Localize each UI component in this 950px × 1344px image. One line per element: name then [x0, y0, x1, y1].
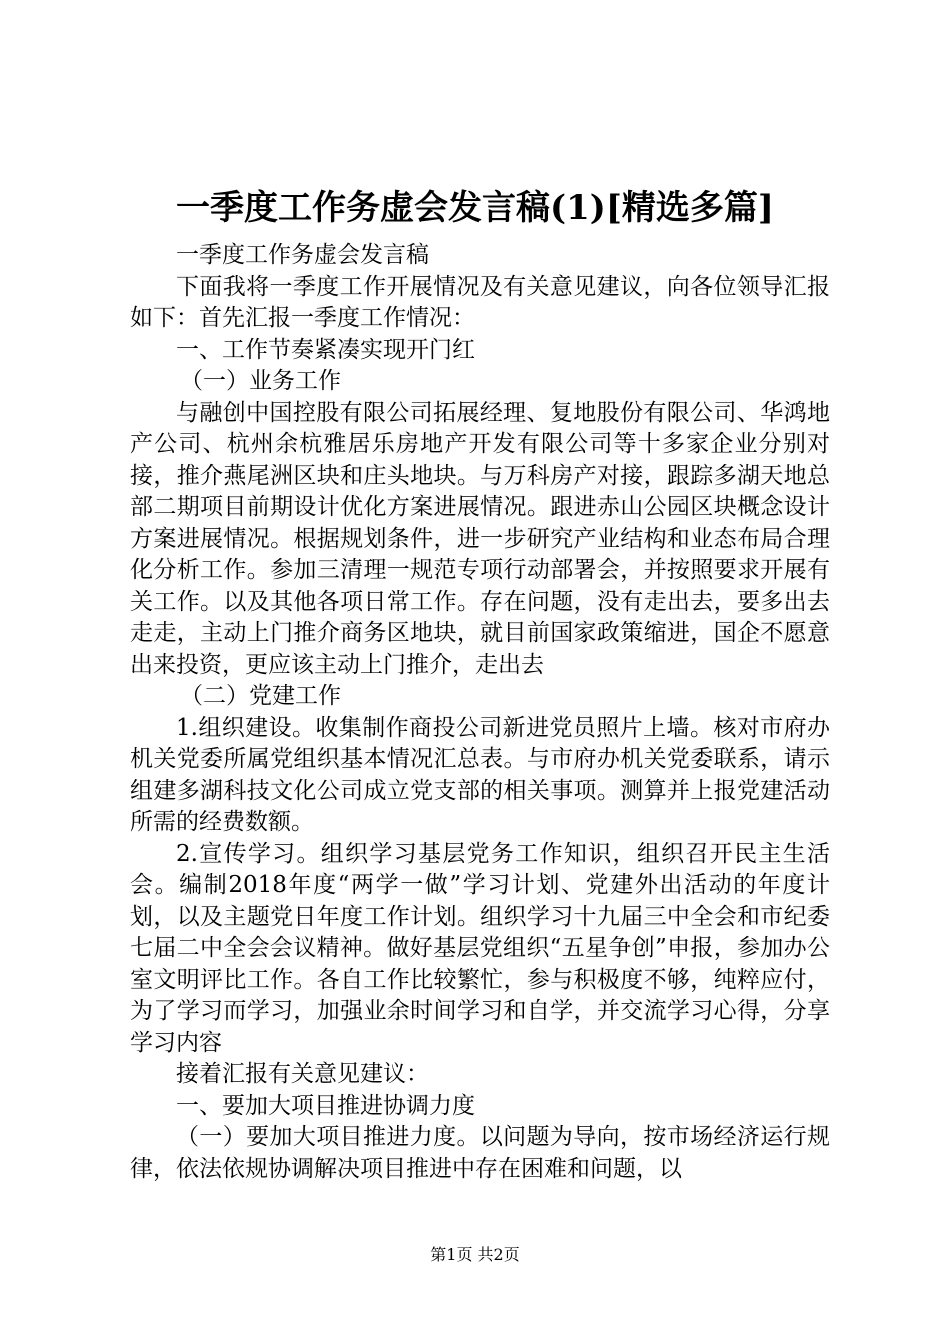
subsection-heading: （二）党建工作	[180, 683, 341, 709]
page-number-footer: 第1页 共2页	[430, 1245, 520, 1264]
section-heading: 一、要加大项目推进协调力度	[176, 1092, 475, 1119]
paragraph: 一季度工作务虚会发言稿	[176, 242, 429, 268]
paragraph: 接着汇报有关意见建议：	[176, 1061, 429, 1087]
paragraph: （一）要加大项目推进力度。以问题为导向，按市场经济运行规律，依法依规协调解决项目推进中存在困难和问题，以	[130, 1124, 830, 1182]
paragraph: 2.宣传学习。组织学习基层党务工作知识，组织召开民主生活会。编制2018年度“两学一做”学习计划、党建外出活动的年度计划，以及主题党日年度工作计划。组织学习十九届三中全会和市纪委七届二中全会会议精神。做好基层党组织“五星争创”申报，参加办公室文明评比工作。各自工作比较繁忙，参与积极度不够，纯粹应付，为了学习而学习，加强业余时间学习和自学，并交流学习心得，分享学习内容	[130, 840, 830, 1056]
document-title: 一季度工作务虚会发言稿(1)[精选多篇]	[175, 188, 774, 228]
document-body	[130, 240, 830, 1185]
subsection-heading: （一）业务工作	[180, 368, 341, 394]
paragraph: 1.组织建设。收集制作商投公司新进党员照片上墙。核对市府办机关党委所属党组织基本情况汇总表。与市府办机关党委联系，请示组建多湖科技文化公司成立党支部的相关事项。测算并上报党建活动所需的经费数额。	[130, 714, 830, 835]
paragraph: 与融创中国控股有限公司拓展经理、复地股份有限公司、华鸿地产公司、杭州余杭雅居乐房地产开发有限公司等十多家企业分别对接，推介燕尾洲区块和庄头地块。与万科房产对接，跟踪多湖天地总部二期项目前期设计优化方案进展情况。跟进赤山公园区块概念设计方案进展情况。根据规划条件，进一步研究产业结构和业态布局合理化分析工作。参加三清理一规范专项行动部署会，并按照要求开展有关工作。以及其他各项日常工作。存在问题，没有走出去，要多出去走走，主动上门推介商务区地块，就目前国家政策缩进，国企不愿意出来投资，更应该主动上门推介，走出去	[130, 399, 830, 678]
paragraph: 下面我将一季度工作开展情况及有关意见建议，向各位领导汇报如下：首先汇报一季度工作情况：	[130, 273, 830, 331]
section-heading: 一、工作节奏紧凑实现开门红	[176, 336, 475, 363]
